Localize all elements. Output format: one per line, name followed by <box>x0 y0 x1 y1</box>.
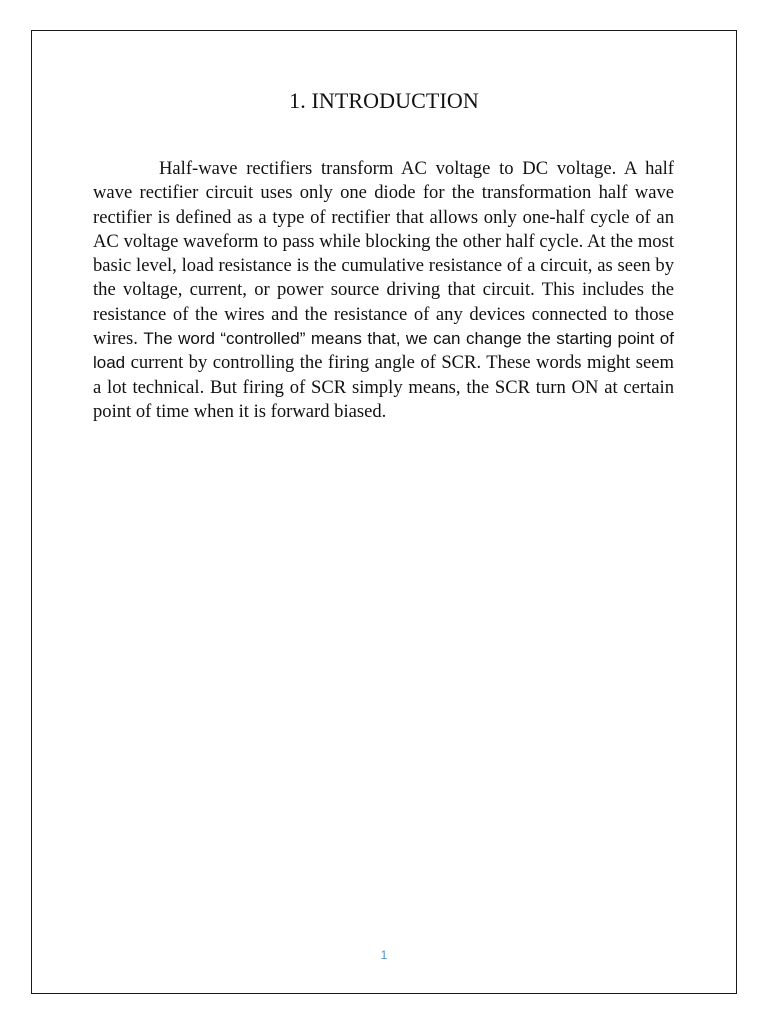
page-number: 1 <box>380 948 388 962</box>
paragraph-text-part-1: Half-wave rectifiers transform AC voltage to DC voltage. A half wave rectifier circuit uses only one diode for the transformation half wave rectifier is defined as a type of rectifier that allows only one-half cycle of an AC voltage waveform to pass while blocking the other half cycle. At the most basic level, load resistance is the cumulative resistance of a circuit, as seen by the voltage, current, or power source driving that circuit. This includes the resistance of the wires and the resistance of any devices connected to those wires. <box>93 158 674 350</box>
introduction-paragraph <box>93 157 674 424</box>
paragraph-text-part-2: current by controlling the firing angle of SCR. These words might seem a lot technical. But firing of SCR simply means, the SCR turn ON at certain point of time when it is forward biased. <box>93 352 674 422</box>
section-heading: 1. INTRODUCTION <box>289 88 479 113</box>
paragraph-text-controlled-sentence: The word “controlled” means that, we can change the starting point of load <box>93 329 674 373</box>
